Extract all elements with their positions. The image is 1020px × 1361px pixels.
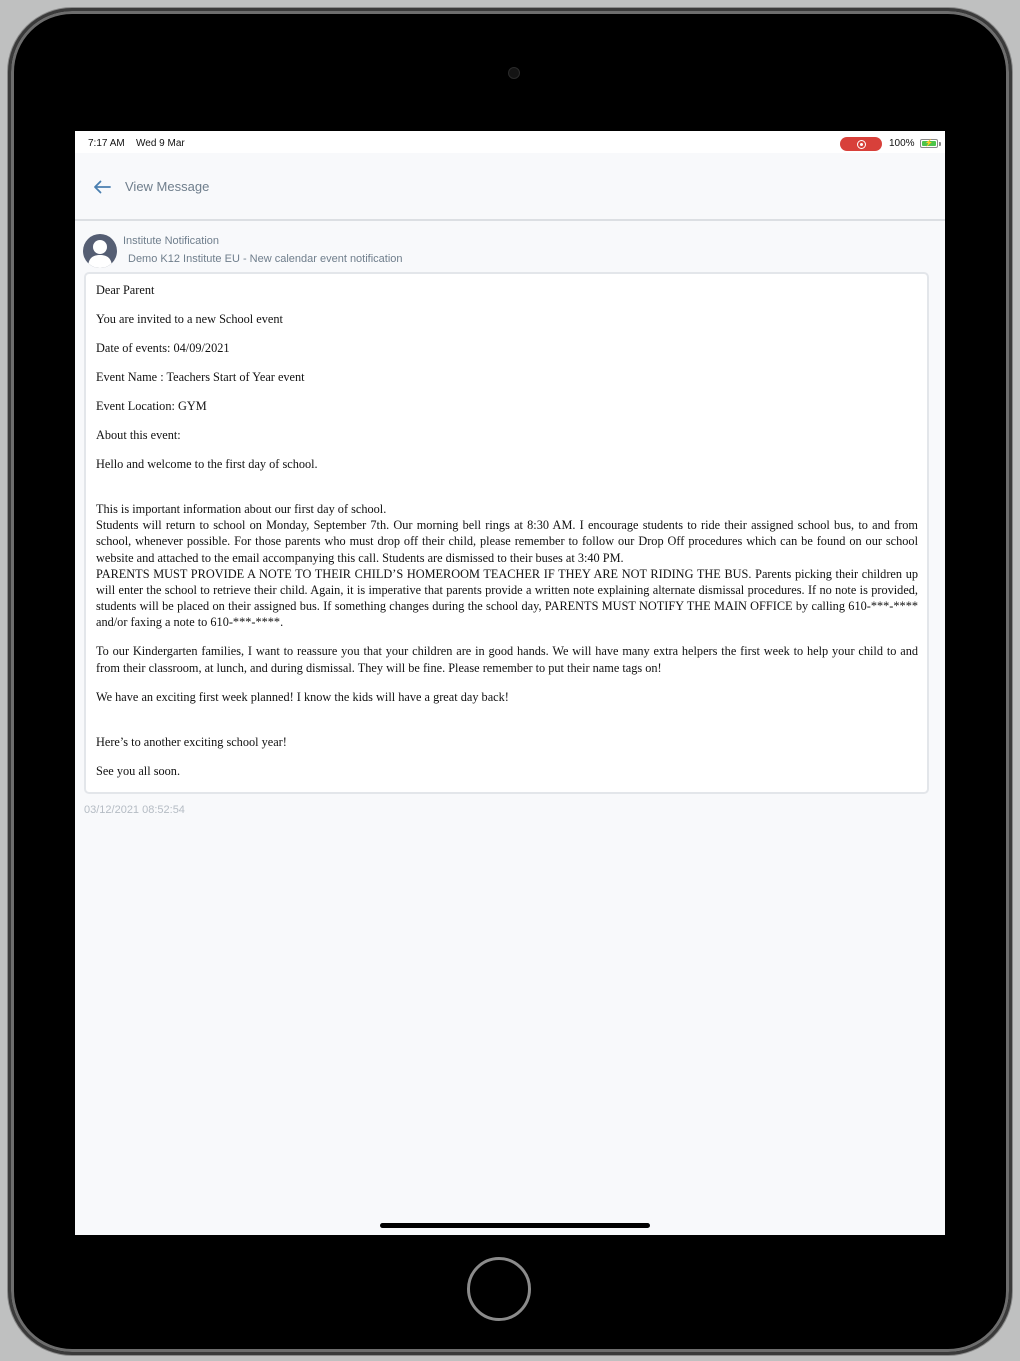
message-subject: Demo K12 Institute EU - New calendar event notification xyxy=(128,253,403,265)
status-bar xyxy=(75,131,945,153)
message-sender xyxy=(83,233,933,273)
spacer xyxy=(96,718,918,734)
home-button[interactable] xyxy=(467,1257,531,1321)
front-camera xyxy=(508,67,520,79)
battery-charging-icon xyxy=(920,139,938,148)
paragraph-dismissal: PARENTS MUST PROVIDE A NOTE TO THEIR CHILD’S HOMEROOM TEACHER IF THEY ARE NOT RIDING THE BUS. Parents picking their children up will enter the school to retrieve their child. Again, it is imperative that parents provide a written note explaining alternate dismissal procedures. If no note is provided, students will be placed on their assigned bus. If something changes during the school day, PARENTS MUST NOTIFY THE MAIN OFFICE by calling 610-***-**** and/or faxing a note to 610-***-****. xyxy=(96,566,918,630)
page-title: View Message xyxy=(125,179,210,194)
battery-cap xyxy=(939,142,941,146)
paragraph-first-week: We have an exciting first week planned! I know the kids will have a great day back! xyxy=(96,689,509,704)
event-name: Event Name : Teachers Start of Year event xyxy=(96,370,305,384)
screen-record-icon xyxy=(857,140,866,149)
important-intro: This is important information about our first day of school. xyxy=(96,502,387,516)
invite-line: You are invited to a new School event xyxy=(96,312,283,326)
battery-percent: 100% xyxy=(889,138,915,149)
message-timestamp: 03/12/2021 08:52:54 xyxy=(84,804,185,816)
greeting: Dear Parent xyxy=(96,283,155,297)
back-button[interactable] xyxy=(89,175,115,199)
nav-header xyxy=(75,153,945,221)
status-date: Wed 9 Mar xyxy=(136,138,185,149)
arrow-left-icon xyxy=(93,180,111,194)
spacer xyxy=(96,485,918,501)
message-body xyxy=(84,272,929,794)
battery-level: ⚡ xyxy=(922,141,936,146)
sign-off: See you all soon. xyxy=(96,763,181,778)
sender-name: Institute Notification xyxy=(123,235,219,247)
status-time: 7:17 AM xyxy=(88,138,125,149)
event-location: Event Location: GYM xyxy=(96,399,207,413)
about-label: About this event: xyxy=(96,428,181,442)
user-avatar-icon xyxy=(83,234,117,268)
paragraph-kindergarten: To our Kindergarten families, I want to reassure you that your children are in good hands. We will have many extra helpers the first week to help your child to and from their classroom, at lunch, and during dismissal. They will be fine. Please remember to put their name tags on! xyxy=(96,644,918,675)
tablet-frame xyxy=(8,8,1012,1355)
event-date: Date of events: 04/09/2021 xyxy=(96,341,230,355)
screen-record-indicator[interactable] xyxy=(840,137,882,151)
home-indicator[interactable] xyxy=(380,1223,650,1228)
closing-line: Here’s to another exciting school year! xyxy=(96,734,287,749)
welcome-line: Hello and welcome to the first day of school. xyxy=(96,457,318,471)
paragraph-arrival: Students will return to school on Monday, September 7th. Our morning bell rings at 8:30 AM. I encourage students to ride their assigned school bus, to and from school, whenever possible. For those parents who must drop off their child, please remember to follow our Drop Off procedures which can be found on our school website and attached to the email accompanying this call. Students are dismissed to their buses at 3:40 PM. xyxy=(96,518,918,565)
app-screen xyxy=(75,131,945,1235)
